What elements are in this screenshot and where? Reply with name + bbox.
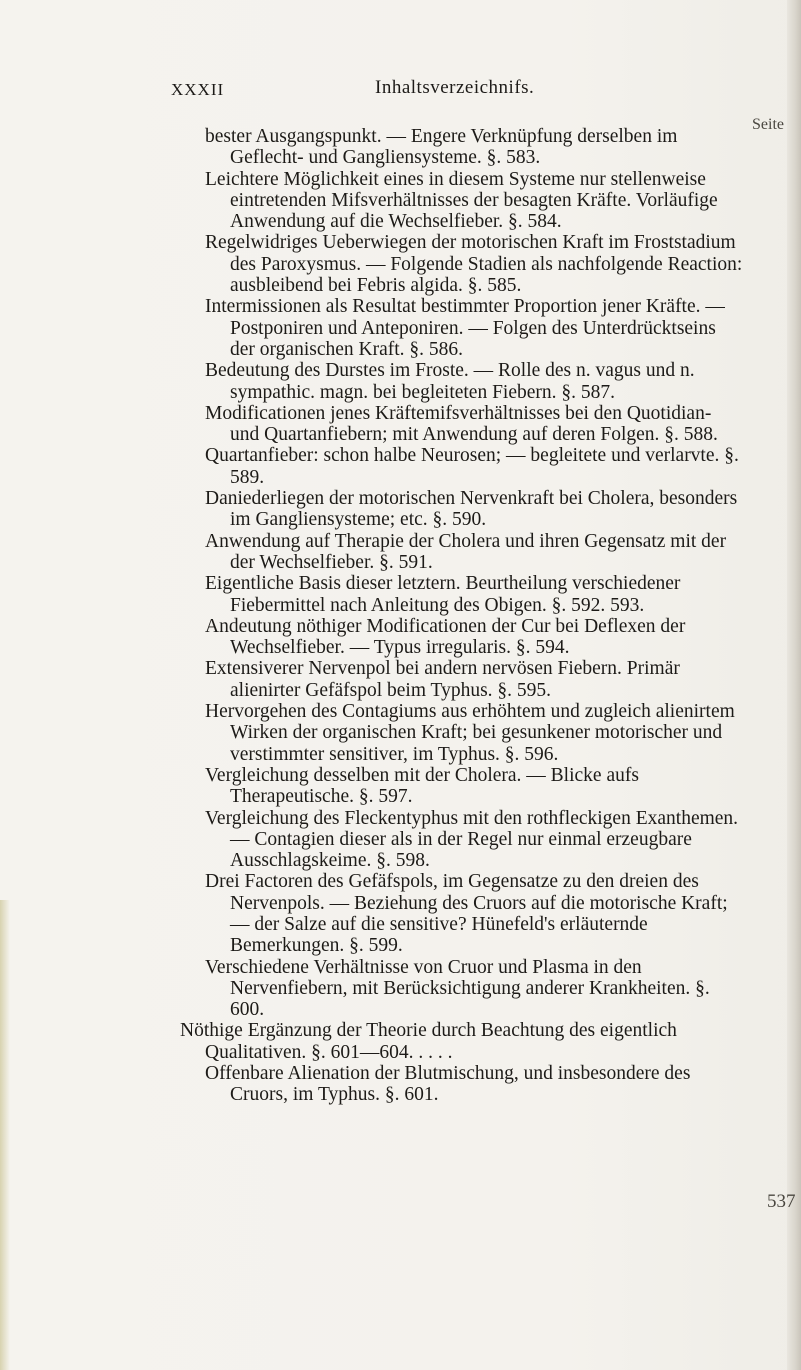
page-roman-numeral: XXXII [171, 80, 225, 99]
toc-entry: Vergleichung desselben mit der Cholera. — Blicke aufs Therapeutische. §. 597. [205, 764, 639, 808]
page-edge [787, 0, 801, 1370]
toc-entry: Daniederliegen der motorischen Nervenkraft bei Cholera, besonders im Gangliensysteme; etc. §. 590. [205, 488, 738, 531]
toc-entry: Leichtere Möglichkeit eines in diesem Systeme nur stellenweise eintretenden Mifsverhältnisses der besagten Kräfte. Vorläufige Anwendung auf die Wechselfieber. §. 584. [205, 168, 718, 233]
toc-entry: Verschiedene Verhältnisse von Cruor und Plasma in den Nervenfiebern, mit Berücksichtigung anderer Krankheiten. §. 600. [205, 956, 710, 1021]
toc-content [180, 126, 745, 1106]
page-title: Inhaltsverzeichnifs. [375, 77, 535, 98]
toc-entry: Modificationen jenes Kräftemifsverhältnisses bei den Quotidian- und Quartanfiebern; mit Anwendung auf deren Folgen. §. 588. [205, 402, 718, 446]
toc-entry: Regelwidriges Ueberwiegen der motorischen Kraft im Froststadium des Paroxysmus. — Folgende Stadien als nachfolgende Reaction: ausbleibend bei Febris algida. §. 585. [205, 232, 743, 297]
toc-entry: Andeutung nöthiger Modificationen der Cur bei Deflexen der Wechselfieber. — Typus irregularis. §. 594. [205, 615, 686, 659]
toc-entry: Quartanfieber: schon halbe Neurosen; — begleitete und verlarvte. §. 589. [205, 445, 739, 488]
toc-entry: Extensiverer Nervenpol bei andern nervösen Fiebern. Primär alienirter Gefäfspol beim Typhus. §. 595. [205, 658, 680, 701]
toc-page-number: 537 [767, 1191, 796, 1212]
toc-entry: Vergleichung des Fleckentyphus mit den rothfleckigen Exanthemen. — Contagien dieser als in der Regel nur einmal erzeugbare Ausschlagskeime. §. 598. [205, 807, 739, 872]
toc-entry: Bedeutung des Durstes im Froste. — Rolle des n. vagus und n. sympathic. magn. bei begleiteten Fiebern. §. 587. [205, 360, 695, 403]
toc-entry: Drei Factoren des Gefäfspols, im Gegensatze zu den dreien des Nervenpols. — Beziehung des Cruors auf die motorische Kraft; — der Salze auf die sensitive? Hünefeld's erläuternde Bemerkungen. §. 599. [205, 871, 728, 957]
toc-entry: Hervorgehen des Contagiums aus erhöhtem und zugleich alienirtem Wirken der organischen Kraft; bei gesunkener motorischer und verstimmter sensitiver, im Typhus. §. 596. [205, 701, 735, 765]
toc-entry: Eigentliche Basis dieser letztern. Beurtheilung verschiedener Fiebermittel nach Anleitung des Obigen. §. 592. 593. [205, 573, 681, 616]
toc-entry: bester Ausgangspunkt. — Engere Verknüpfung derselben im Geflecht- und Gangliensysteme. §. 583. [205, 126, 678, 169]
column-label-seite: Seite [752, 116, 784, 133]
toc-entry: Offenbare Alienation der Blutmischung, und insbesondere des Cruors, im Typhus. §. 601. [205, 1063, 691, 1106]
toc-entry: Intermissionen als Resultat bestimmter Proportion jener Kräfte. — Postponiren und Anteponiren. — Folgen des Unterdrücktseins der organischen Kraft. §. 586. [205, 296, 725, 360]
toc-entry: Anwendung auf Therapie der Cholera und ihren Gegensatz mit der der Wechselfieber. §. 591. [205, 530, 727, 573]
toc-main-entry: Nöthige Ergänzung der Theorie durch Beachtung des eigentlich Qualitativen. §. 601—604. . . . . [180, 1020, 677, 1063]
page-stain [0, 900, 10, 1370]
